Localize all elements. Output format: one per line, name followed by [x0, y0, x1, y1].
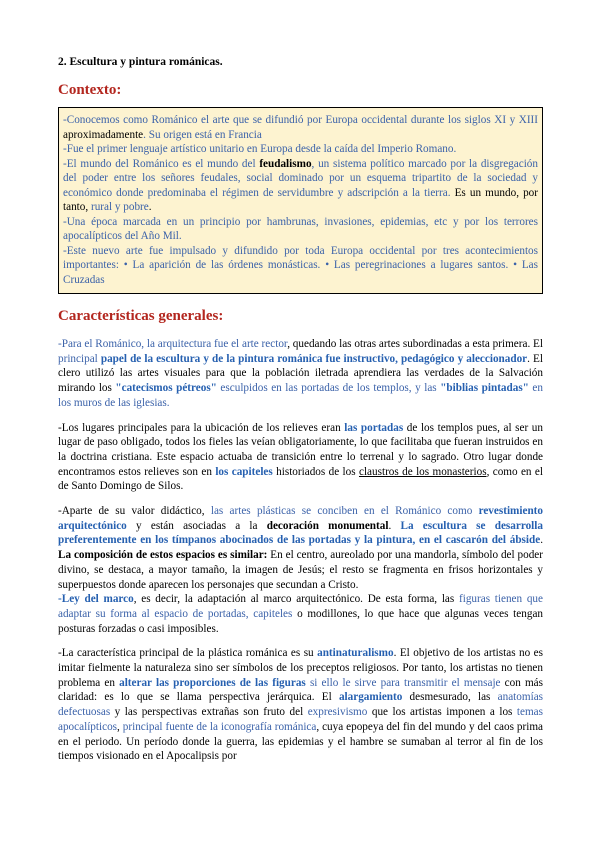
- text-run: "biblias pintadas": [440, 382, 529, 395]
- text-run: -Fue el primer lenguaje artístico unitario en Europa desde la caída del Imperio Romano.: [63, 143, 457, 155]
- paragraph-antinaturalism: [58, 646, 543, 764]
- text-run: figuras tienen que adaptar su forma al espacio de portadas, capiteles: [58, 593, 543, 620]
- text-run: Es un mundo, por tanto,: [63, 186, 538, 213]
- text-run: -Para el Románico, la arquitectura fue el arte rector: [58, 338, 288, 350]
- text-run: decoración monumental: [266, 519, 389, 532]
- text-run: -Aparte de su valor didáctico,: [58, 505, 211, 518]
- text-run: principal: [58, 352, 101, 365]
- text-run: y las perspectivas extrañas son fruto del: [110, 706, 308, 719]
- text-run: alargamiento: [338, 691, 403, 704]
- text-run: , quedando las otras artes subordinadas a esta primera. El: [287, 338, 543, 350]
- text-run: , un sistema político marcado por la disgregación del poder entre los señores feudales, social dominado por un esquema tripartito de la sociedad y económico donde predominaba el régimen de servidumbre y adscripción a la tierra.: [63, 157, 538, 199]
- text-run: , como en el de Santo Domingo de Silos.: [58, 465, 543, 493]
- text-run: expresivismo: [307, 706, 368, 719]
- text-run: revestimiento arquitectónico: [58, 505, 543, 532]
- text-run: principal fuente de la iconografía románica: [122, 720, 317, 733]
- text-run: si ello le sirve para transmitir el mensaje: [309, 676, 501, 689]
- text-run: antinaturalismo: [317, 647, 394, 660]
- text-run: .: [388, 519, 401, 532]
- text-run: En el centro, aureolado por una mandorla, símbolo del poder divino, se destaca, a mayor tamaño, la imagen de Jesús; el resto se fragmenta en frisos horizontales y superpuestos donde aparecen los personajes que secundan a Cristo.: [58, 549, 543, 591]
- context-item: [63, 113, 538, 142]
- text-run: . El clero utilizó las artes visuales para que la población iletrada aprendiera las verdades de la Salvación mirando los: [58, 352, 543, 395]
- text-run: anatomías defectuosas: [58, 691, 544, 719]
- text-run: esculpidos en las portadas de los templos, y las: [216, 382, 441, 395]
- text-run: papel de la escultura y de la pintura románica fue instructivo, pedagógico y aleccionador: [100, 352, 528, 365]
- text-run: los capiteles: [215, 465, 273, 478]
- context-item: [63, 142, 538, 157]
- text-run: de los templos pues, al ser un lugar de paso obligado, todos los fieles las veían obligatoriamente, lo que facilitaba que fueran instruidos en la doctrina cristiana. Este espacio actuaba de transición entre lo terrenal y lo sagrado. Otro lugar donde encontramos estos relieves son en: [58, 421, 543, 478]
- text-run: que los artistas imponen a los: [367, 706, 517, 719]
- context-box: [58, 107, 543, 294]
- text-run: las artes plásticas se conciben en el Románico como: [210, 505, 479, 518]
- text-run: . Su origen está en Francia: [143, 128, 262, 141]
- text-run: -La característica principal de la plástica románica es su: [58, 647, 318, 660]
- text-run: La escultura se desarrolla preferentemente en los tímpanos abocinados de las portadas y la pintura, en el cascarón del ábside: [58, 519, 543, 547]
- text-run: en los muros de las iglesias.: [58, 382, 543, 409]
- text-run: , es decir, la adaptación al marco arquitectónico. De esta forma, las: [133, 593, 459, 606]
- paragraph-decoration: [58, 504, 543, 636]
- text-run: .: [540, 534, 543, 547]
- text-run: "catecismos pétreos": [115, 382, 217, 395]
- text-run: -Conocemos como Románico el arte que se difundió por Europa occidental durante los siglos XI y XIII: [63, 114, 538, 126]
- text-run: con más claridad: es lo que se llama perspectiva jerárquica. El: [58, 676, 543, 704]
- text-run: rural y pobre: [90, 201, 149, 213]
- text-run: -Una época marcada en un principio por hambrunas, invasiones, epidemias, etc y por los terrores apocalípticos del Año Mil.: [63, 215, 538, 242]
- text-run: . El objetivo de los artistas no es imitar fielmente la naturaleza sino ser símbolos de los preceptos religiosos. Por tanto, los artistas no tienen problema en: [58, 647, 543, 689]
- paragraph-locations: [58, 421, 543, 495]
- text-run: alterar las proporciones de las figuras: [119, 676, 306, 689]
- text-run: claustros de los monasterios: [358, 465, 487, 478]
- text-run: desmesurado, las: [402, 691, 498, 704]
- text-run: las portadas: [344, 421, 404, 434]
- context-item: [63, 244, 538, 288]
- text-run: feudalismo: [259, 157, 312, 170]
- text-run: .: [148, 201, 152, 213]
- text-run: -Los lugares principales para la ubicación de los relieves eran: [58, 421, 345, 434]
- section-title: 2. Escultura y pintura románicas.: [58, 56, 223, 68]
- text-run: y están asociadas a la: [126, 519, 267, 532]
- text-run: ,: [117, 720, 123, 733]
- text-run: temas apocalípticos: [58, 706, 543, 733]
- text-run: -El mundo del Románico es el mundo del: [63, 157, 260, 170]
- text-run: -Este nuevo arte fue impulsado y difundido por toda Europa occidental por tres acontecimientos importantes: • La aparición de las órdenes monásticas. • Las peregrinaciones a lugares santos. • Las Cruzadas: [63, 244, 538, 286]
- text-run: historiados de los: [272, 465, 359, 478]
- document-page: [58, 56, 543, 774]
- paragraph-role-of-art: [58, 337, 543, 411]
- text-run: o modillones, lo que hace que algunas veces tengan posturas forzadas o casi imposibles.: [58, 607, 544, 635]
- text-run: aproximadamente: [63, 128, 144, 141]
- context-item: [63, 215, 538, 244]
- text-run: La composición de estos espacios es similar:: [58, 549, 268, 562]
- context-heading: Contexto:: [58, 82, 122, 98]
- text-run: -Ley del marco: [58, 593, 134, 606]
- general-heading: Características generales:: [58, 308, 224, 324]
- context-item: [63, 157, 538, 215]
- text-run: , cuya epopeya del fin del mundo y del caos prima en el periodo. Un período donde la guerra, las epidemias y el hambre se sumaban al terror al fin de los tiempos visionado en el Apocalipsis por: [58, 720, 543, 763]
